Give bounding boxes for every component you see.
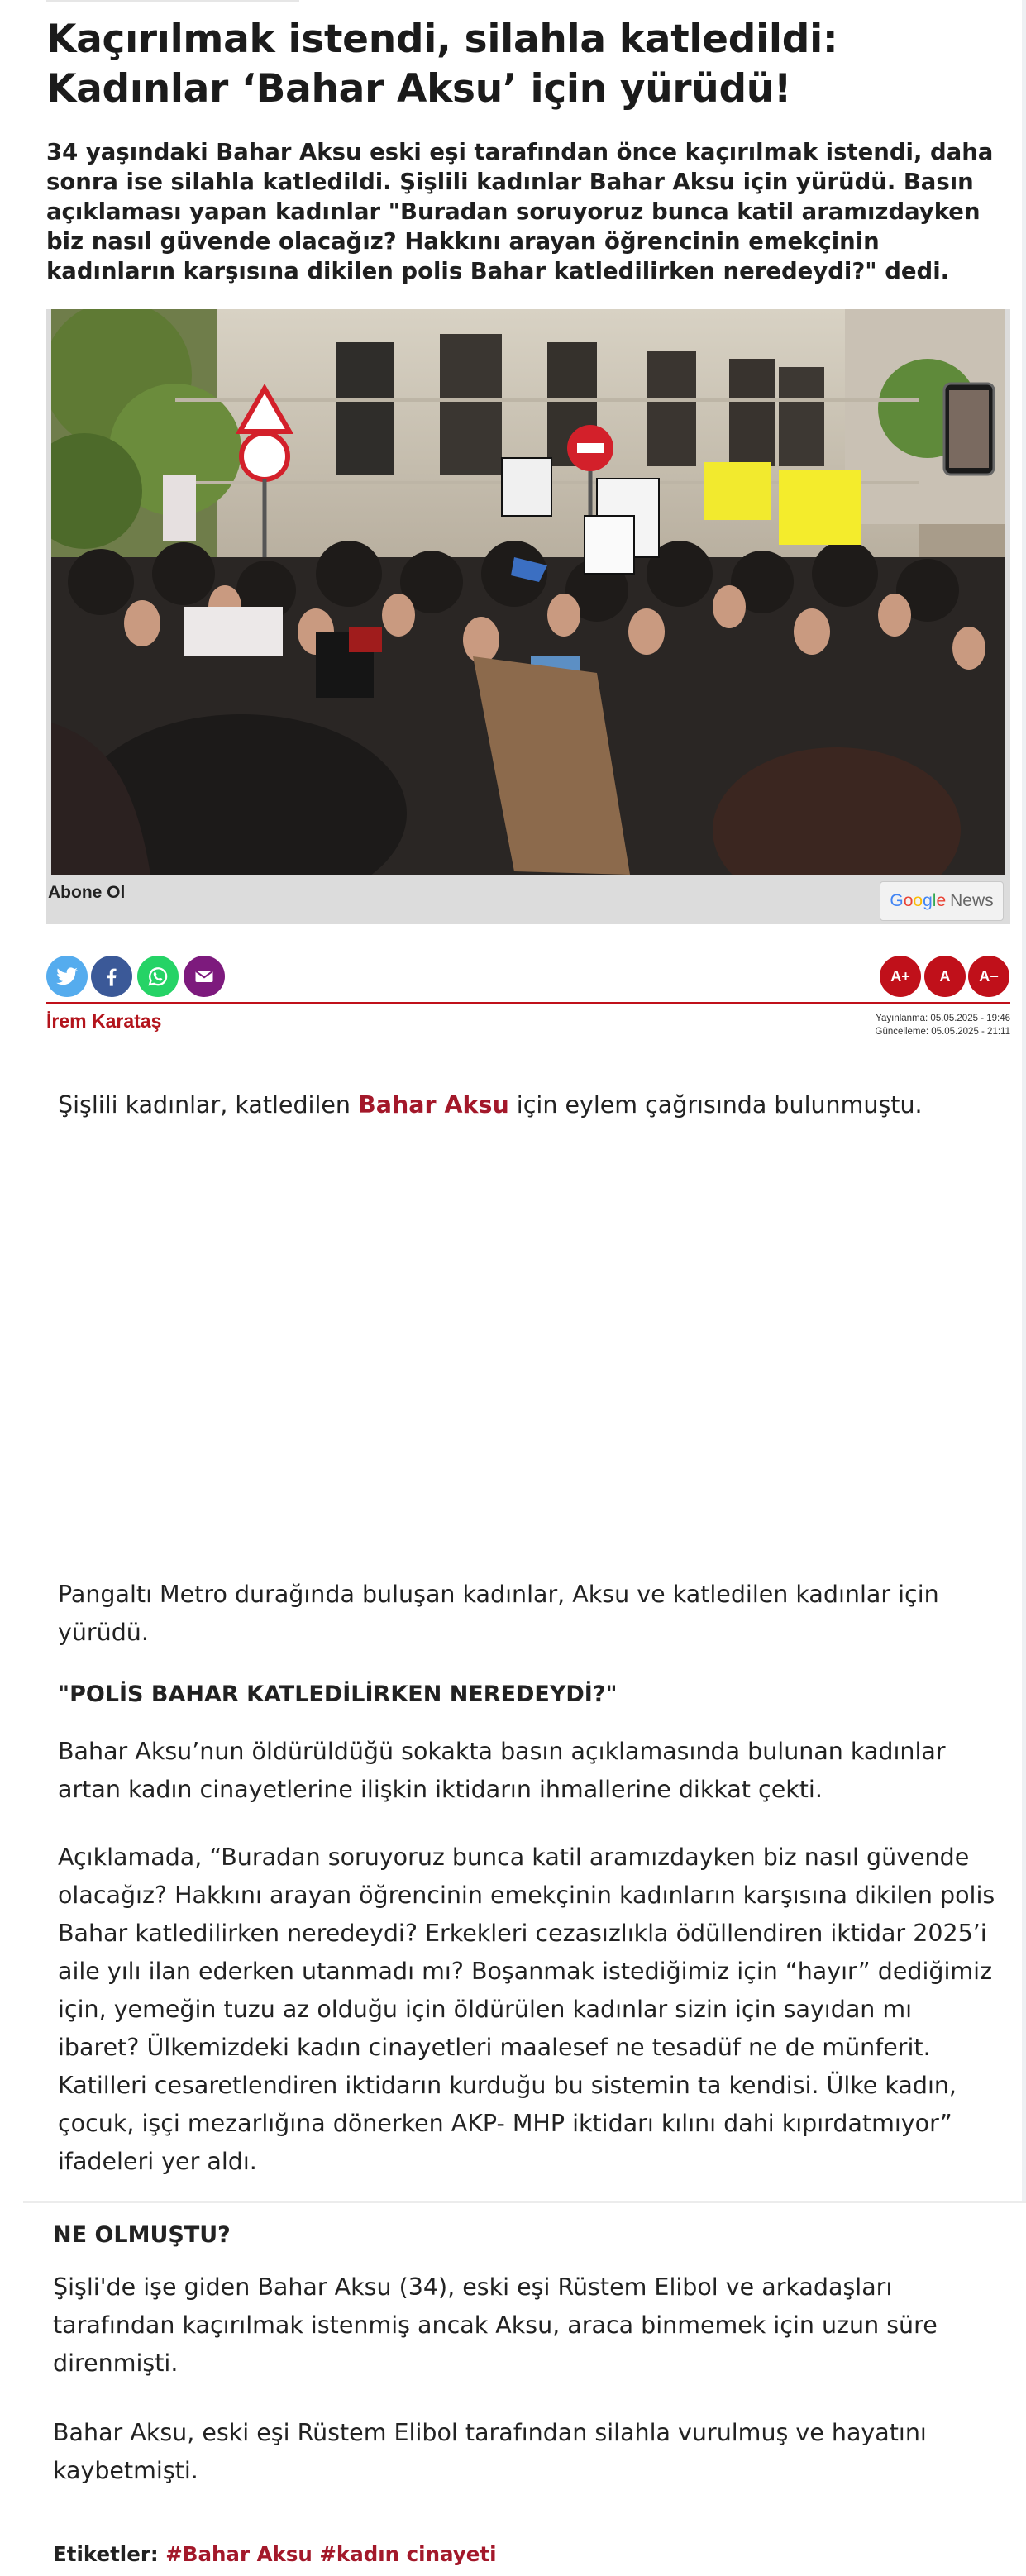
keyword-link[interactable]: Bahar Aksu: [358, 1091, 509, 1119]
tags-label: Etiketler:: [53, 2542, 159, 2566]
paragraph-1: [58, 1086, 1000, 1124]
subheading-police: "POLİS BAHAR KATLEDİLİRKEN NEREDEYDİ?": [58, 1682, 618, 1707]
facebook-icon: [100, 965, 123, 988]
google-letter: l: [932, 891, 937, 910]
whatsapp-icon: [146, 965, 169, 988]
article-headline: Kaçırılmak istendi, silahla katledildi: Kadınlar ‘Bahar Aksu’ için yürüdü!: [46, 17, 838, 112]
facebook-share-button[interactable]: [91, 956, 132, 997]
top-rule: [46, 0, 299, 2]
mail-share-button[interactable]: [184, 956, 225, 997]
paragraph-5: Şişli'de işe giden Bahar Aksu (34), eski eşi Rüstem Elibol ve arkadaşları tarafından kaçırılmak istenmiş ancak Aksu, araca binmemek için uzun süre direnmişti.: [53, 2273, 938, 2377]
whatsapp-share-button[interactable]: [137, 956, 179, 997]
google-letter: o: [903, 891, 914, 910]
google-letter: G: [890, 891, 904, 910]
twitter-share-button[interactable]: [46, 956, 88, 997]
tags: [53, 2542, 497, 2566]
font-reset-button[interactable]: A: [924, 956, 966, 997]
google-letter: e: [936, 891, 947, 910]
google-news-button[interactable]: [880, 881, 1004, 921]
google-news-label: News: [950, 891, 994, 910]
google-letter: g: [923, 891, 933, 910]
tag-link[interactable]: #kadın cinayeti: [319, 2542, 497, 2566]
author-name[interactable]: İrem Karataş: [46, 1010, 162, 1032]
google-letter: o: [913, 891, 923, 910]
font-decrease-button[interactable]: A−: [968, 956, 1009, 997]
font-increase-button[interactable]: A+: [880, 956, 921, 997]
paragraph-3: Bahar Aksu’nun öldürüldüğü sokakta basın açıklamasında bulunan kadınlar artan kadın cinayetlerine ilişkin iktidarın ihmallerine dikkat çekti.: [58, 1738, 946, 1803]
paragraph-4: Açıklamada, “Buradan soruyoruz bunca katil aramızdayken biz nasıl güvende olacağız? Hakkını arayan öğrencinin emekçinin kadınların karşısına dikilen polis Bahar katledilirken neredeydi? Erkekleri cezasızlıkla ödüllendiren iktidar 2025’i aile yılı ilan ederken utanmadı mı? Boşanmak istediğimiz için “hayır” dediğimiz için, yemeğin tuzu az olduğu için öldürülen kadınlar sizin için sayıdan mı ibaret? Ülkemizdeki kadın cinayetleri maalesef ne tesadüf ne de münferit. Katilleri cesaretlendiren iktidarın kurduğu bu sistemin ta kendisi. Ülke kadın, çocuk, işçi mezarlığına dönerken AKP- MHP iktidarı kılını dahi kıpırdatmıyor” ifadeleri yer aldı.: [58, 1844, 995, 2175]
scroll-edge: [1022, 0, 1026, 2201]
meta-divider: [46, 1002, 1010, 1004]
article-spot: 34 yaşındaki Bahar Aksu eski eşi tarafından önce kaçırılmak istendi, daha sonra ise silahla katledildi. Şişlili kadınlar Bahar Aksu için yürüdü. Basın açıklaması yapan kadınlar "Buradan soruyoruz bunca katil aramızdayken biz nasıl güvende olacağız? Hakkını arayan öğrencinin emekçinin kadınların karşısına dikilen polis Bahar katledilirken neredeydi?" dedi.: [46, 139, 994, 284]
paragraph-1-start: Şişlili kadınlar, katledilen: [58, 1091, 359, 1119]
twitter-icon: [55, 965, 79, 988]
paragraph-2: Pangaltı Metro durağında buluşan kadınlar, Aksu ve katledilen kadınlar için yürüdü.: [58, 1581, 939, 1646]
updated-date: Güncelleme: 05.05.2025 - 21:11: [875, 1027, 1010, 1037]
published-date: Yayınlanma: 05.05.2025 - 19:46: [876, 1014, 1010, 1023]
section-divider: [23, 2201, 1026, 2203]
subscribe-label[interactable]: Abone Ol: [48, 883, 126, 902]
protest-photo[interactable]: [51, 309, 1005, 875]
mail-icon: [193, 965, 216, 988]
tag-link[interactable]: #Bahar Aksu: [165, 2542, 313, 2566]
paragraph-1-end: için eylem çağrısında bulunmuştu.: [508, 1091, 923, 1119]
article-image-box: [46, 309, 1010, 924]
paragraph-6: Bahar Aksu, eski eşi Rüstem Elibol tarafından silahla vurulmuş ve hayatını kaybetmişti.: [53, 2419, 927, 2484]
article-dates: [876, 1012, 1010, 1038]
subheading-what-happened: NE OLMUŞTU?: [53, 2222, 231, 2248]
ad-space: [46, 1141, 1010, 1554]
